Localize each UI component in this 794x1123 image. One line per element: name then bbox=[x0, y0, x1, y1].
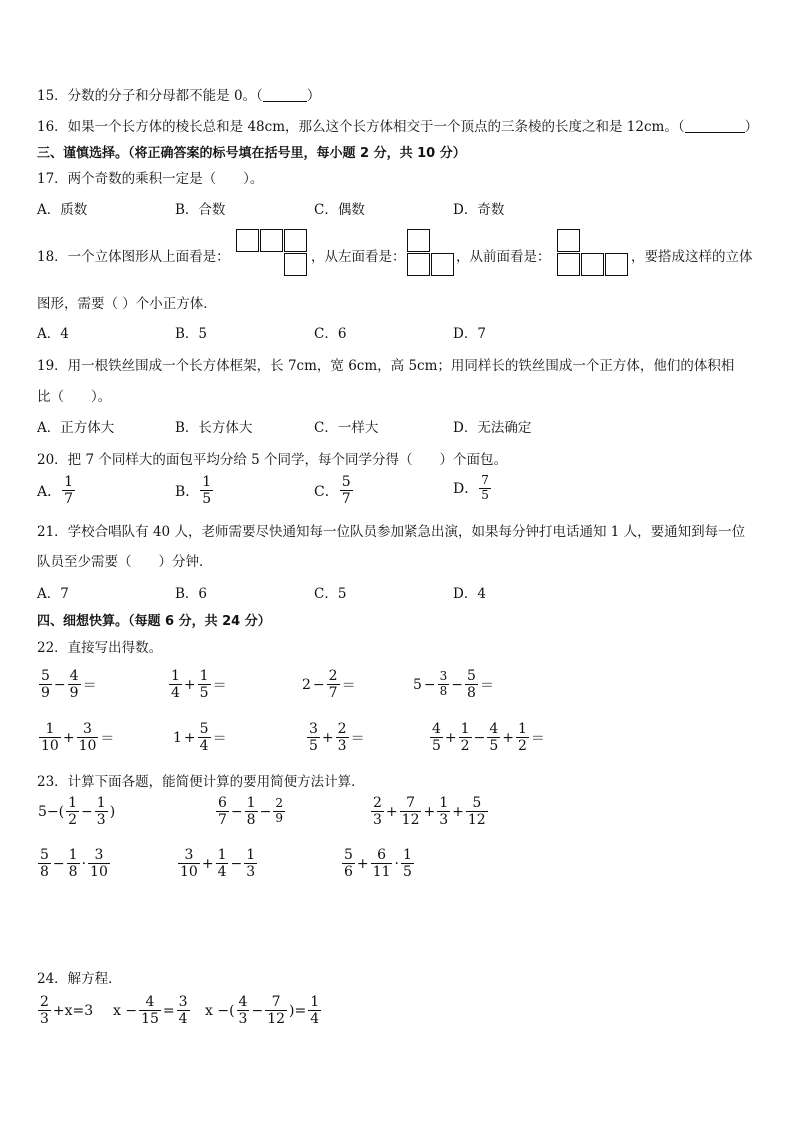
question-21-line2: 队员至少需要（ ）分钟． bbox=[37, 554, 213, 570]
question-21-line1: 21．学校合唱队有 40 人，老师需要尽快通知每一位队员参加紧急出演，如果每分钟打电话通知 1 人，要通知到每一位 bbox=[37, 524, 746, 540]
option-b[interactable]: B．6 bbox=[175, 586, 208, 602]
question-24: 24．解方程． bbox=[37, 971, 122, 987]
question-20: 20．把 7 个同样大的面包平均分给 5 个同学，每个同学分得（ ）个面包。 bbox=[37, 452, 508, 468]
option-b[interactable]: B．合数 bbox=[175, 202, 226, 218]
option-a[interactable]: A．正方体大 bbox=[37, 420, 115, 436]
fraction: $\frac{7}{5}$ bbox=[481, 473, 489, 502]
option-b[interactable]: B． $\frac{1}{5}$ bbox=[175, 474, 212, 508]
expression: 5−( $\frac{1}{2}$ − $\frac{1}{3}$ ) bbox=[38, 795, 116, 829]
option-b[interactable]: B．5 bbox=[175, 326, 208, 342]
expression: $\frac{2}{3}$ + $\frac{7}{12}$ + $\frac{1}{3}$ + $\frac{5}{12}$ bbox=[373, 795, 486, 829]
question-22: 22．直接写出得数。 bbox=[37, 640, 163, 656]
fraction: $\frac{1}{5}$ bbox=[202, 474, 212, 508]
option-c[interactable]: C．6 bbox=[314, 326, 347, 342]
section-4-heading: 四、细想快算。（每题 6 分，共 24 分） bbox=[37, 614, 271, 629]
option-c[interactable]: C．偶数 bbox=[314, 202, 365, 218]
option-b[interactable]: B．长方体大 bbox=[175, 420, 253, 436]
expression: $\frac{6}{7}$ − $\frac{1}{8}$ − $\frac{2}{9}$ bbox=[218, 795, 283, 829]
answer-blank[interactable] bbox=[685, 118, 745, 133]
equation: x −( $\frac{4}{3}$ − $\frac{7}{12}$ )= $\frac{1}{4}$ bbox=[205, 994, 320, 1028]
question-15: 15．分数的分子和分母都不能是 0。（ ） bbox=[37, 88, 321, 104]
option-d[interactable]: D． $\frac{7}{5}$ bbox=[453, 473, 489, 502]
option-d[interactable]: D．7 bbox=[453, 326, 486, 342]
question-16-text: 16．如果一个长方体的棱长总和是 48cm，那么这个长方体相交于一个顶点的三条棱的长度之和是 12cm。（ bbox=[37, 119, 685, 135]
option-a[interactable]: A． $\frac{1}{7}$ bbox=[37, 474, 74, 508]
expression: $\frac{1}{10}$ + $\frac{3}{10}$ ＝ bbox=[41, 721, 115, 755]
expression: $\frac{5}{9}$ − $\frac{4}{9}$ ＝ bbox=[41, 668, 97, 702]
option-d[interactable]: D．无法确定 bbox=[453, 420, 532, 436]
question-18-line2: 图形，需要（ ）个小正方体． bbox=[37, 296, 217, 312]
expression: 5 − $\frac{3}{8}$ − $\frac{5}{8}$ ＝ bbox=[413, 668, 494, 702]
equation: $\frac{2}{3}$ +x=3 bbox=[40, 994, 94, 1028]
fraction: $\frac{1}{7}$ bbox=[64, 474, 74, 508]
question-19-line1: 19．用一根铁丝围成一个长方体框架，长 7cm，宽 6cm，高 5cm；用同样长的铁丝围成一个正方体，他们的体积相 bbox=[37, 358, 735, 374]
expression: 2 − $\frac{2}{7}$ ＝ bbox=[302, 668, 356, 702]
equation: x − $\frac{4}{15}$ = $\frac{3}{4}$ bbox=[113, 994, 188, 1028]
expression: $\frac{5}{6}$ + $\frac{6}{11}$ · $\frac{1}{5}$ bbox=[344, 847, 412, 881]
expression: $\frac{3}{5}$ + $\frac{2}{3}$ ＝ bbox=[309, 721, 365, 755]
question-19-line2: 比（ ）。 bbox=[37, 389, 112, 405]
fraction: $\frac{5}{7}$ bbox=[341, 474, 351, 508]
option-a[interactable]: A．7 bbox=[37, 586, 69, 602]
question-18-part3: ，从前面看是： bbox=[456, 249, 551, 265]
option-c[interactable]: C．5 bbox=[314, 586, 347, 602]
option-d[interactable]: D．奇数 bbox=[453, 202, 505, 218]
question-16: 16．如果一个长方体的棱长总和是 48cm，那么这个长方体相交于一个顶点的三条棱的长度之和是 12cm。（ ） bbox=[37, 119, 759, 135]
question-23: 23．计算下面各题，能简便计算的要用简便方法计算． bbox=[37, 774, 365, 790]
expression: $\frac{5}{8}$ − $\frac{1}{8}$ · $\frac{3}{10}$ bbox=[40, 847, 108, 881]
answer-blank[interactable] bbox=[263, 87, 307, 102]
option-d[interactable]: D．4 bbox=[453, 586, 486, 602]
option-c[interactable]: C．一样大 bbox=[314, 420, 379, 436]
option-a[interactable]: A．质数 bbox=[37, 202, 88, 218]
question-18-part2: ，从左面看是： bbox=[311, 249, 406, 265]
question-18-part4: ，要搭成这样的立体 bbox=[631, 249, 753, 265]
question-15-text: 15．分数的分子和分母都不能是 0。（ bbox=[37, 88, 263, 104]
section-3-heading: 三、谨慎选择。（将正确答案的标号填在括号里，每小题 2 分，共 10 分） bbox=[37, 146, 466, 161]
question-17: 17．两个奇数的乘积一定是（ ）。 bbox=[37, 171, 264, 187]
expression: $\frac{3}{10}$ + $\frac{1}{4}$ − $\frac{1}{3}$ bbox=[180, 847, 256, 881]
option-c[interactable]: C． $\frac{5}{7}$ bbox=[314, 474, 351, 508]
expression: $\frac{4}{5}$ + $\frac{1}{2}$ − $\frac{4}{5}$ + $\frac{1}{2}$ ＝ bbox=[432, 721, 545, 755]
option-a[interactable]: A．4 bbox=[37, 326, 69, 342]
expression: 1 + $\frac{5}{4}$ ＝ bbox=[173, 721, 227, 755]
expression: $\frac{1}{4}$ + $\frac{1}{5}$ ＝ bbox=[171, 668, 227, 702]
question-18-part1: 18．一个立体图形从上面看是： bbox=[37, 249, 230, 265]
